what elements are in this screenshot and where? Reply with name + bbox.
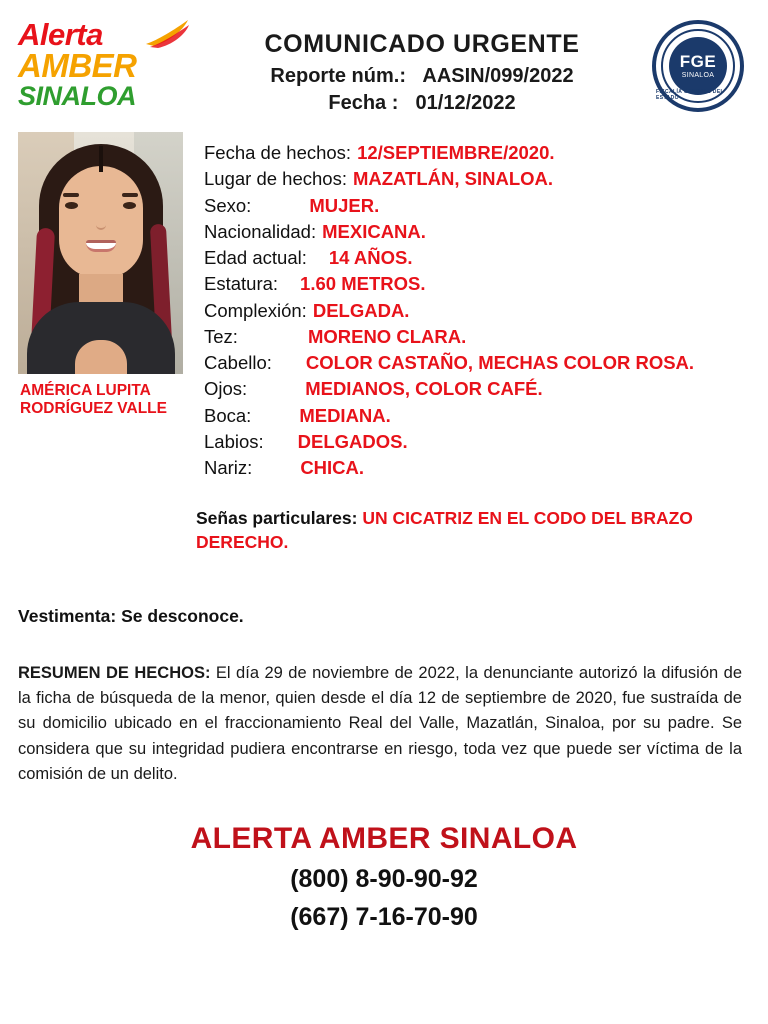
attribute-label: Estatura: [204,273,279,295]
attribute-value: MUJER. [309,194,380,216]
summary-paragraph [18,661,742,788]
document-footer [0,822,768,932]
senas-value: UN CICATRIZ EN EL CODO DEL BRAZO DERECHO. [196,508,693,552]
photo-portrait [18,132,183,374]
attribute-value: DELGADA. [312,299,410,321]
logo-line-alerta: Alerta [18,17,103,52]
attribute-value: DELGADOS. [297,430,408,452]
attribute-row [204,298,750,324]
attribute-value: MEDIANA. [299,404,391,426]
logo-line-amber: AMBER [18,47,137,85]
alerta-amber-logo [18,14,198,109]
attribute-row [204,219,750,245]
footer-phone-2[interactable]: (667) 7-16-70-90 [290,903,478,931]
attribute-label: Nacionalidad: [204,220,317,242]
footer-phone-1[interactable]: (800) 8-90-90-92 [290,865,478,893]
attribute-value: CHICA. [300,457,365,479]
report-date-label: Fecha : [328,92,399,114]
attribute-row [204,429,750,455]
seal-center [669,37,727,95]
attribute-row [204,324,750,350]
clothing-line [18,606,750,627]
attribute-label: Boca: [204,404,252,426]
person-name-line1: AMÉRICA LUPITA [20,382,151,399]
report-date-value: 01/12/2022 [415,92,516,114]
fge-logo [646,14,750,112]
swoosh-icon [144,18,190,48]
attribute-row [204,350,750,376]
attribute-row [204,271,750,297]
attribute-row [204,166,750,192]
resumen-text: El día 29 de noviembre de 2022, la denunciante autorizó la difusión de la ficha de búsqueda de la menor, quien desde el día 12 de septiembre de 2020, fue sustraída de su domicilio ubicado en el fraccionamiento Real del Valle, Mazatlán, Sinaloa, por su padre. Se considera que su integridad pudiera encontrarse en riesgo, toda vez que puede ser víctima de la comisión de un delito. [18,663,743,784]
attribute-row [204,245,750,271]
attribute-label: Cabello: [204,352,272,374]
attribute-value: MEDIANOS, COLOR CAFÉ. [305,378,543,400]
document-header [0,0,768,128]
attribute-value: 14 AÑOS. [328,247,413,269]
photo-column [18,132,190,481]
page-title: COMUNICADO URGENTE [264,30,580,58]
attribute-row [204,403,750,429]
seal-ring-text: FISCALÍA GENERAL DEL ESTADO [656,89,724,101]
attribute-value: COLOR CASTAÑO, MECHAS COLOR ROSA. [305,352,695,374]
report-date-line [198,92,646,115]
attribute-label: Edad actual: [204,247,307,269]
attribute-value: MORENO CLARA. [307,325,467,347]
attribute-list [190,132,750,481]
vestimenta-value: Se desconoce. [121,605,244,626]
senas-label: Señas particulares: [196,508,358,529]
fge-seal-icon [652,20,744,112]
person-name-line2: RODRÍGUEZ VALLE [20,400,167,418]
attribute-row [204,376,750,402]
report-number-label: Reporte núm.: [270,65,406,87]
seal-subtitle: SINALOA [681,72,715,79]
attribute-value: 1.60 METROS. [300,273,426,295]
attribute-row [204,140,750,166]
attribute-label: Nariz: [204,457,253,479]
attribute-value: 12/SEPTIEMBRE/2020. [357,142,555,163]
attribute-row [204,193,750,219]
attribute-value: MEXICANA. [322,220,426,242]
attribute-label: Lugar de hechos: [204,168,347,190]
distinguishing-marks [196,507,750,553]
seal-initials: FGE [679,52,717,71]
main-content [0,128,768,481]
attribute-label: Fecha de hechos: [204,142,352,163]
header-text-block [198,14,646,115]
resumen-label: RESUMEN DE HECHOS: [18,663,211,682]
attribute-row [204,455,750,481]
person-name [18,382,190,419]
attribute-label: Complexión: [204,299,307,321]
attribute-label: Sexo: [204,194,252,216]
attribute-label: Labios: [204,430,264,452]
footer-title: ALERTA AMBER SINALOA [190,822,578,855]
attribute-value: MAZATLÁN, SINALOA. [352,168,554,190]
vestimenta-label: Vestimenta: [18,605,117,626]
attribute-label: Tez: [204,325,238,347]
report-number-line [198,65,646,88]
logo-line-sinaloa: SINALOA [18,80,136,111]
attribute-label: Ojos: [204,378,248,400]
report-number-value: AASIN/099/2022 [422,65,574,87]
